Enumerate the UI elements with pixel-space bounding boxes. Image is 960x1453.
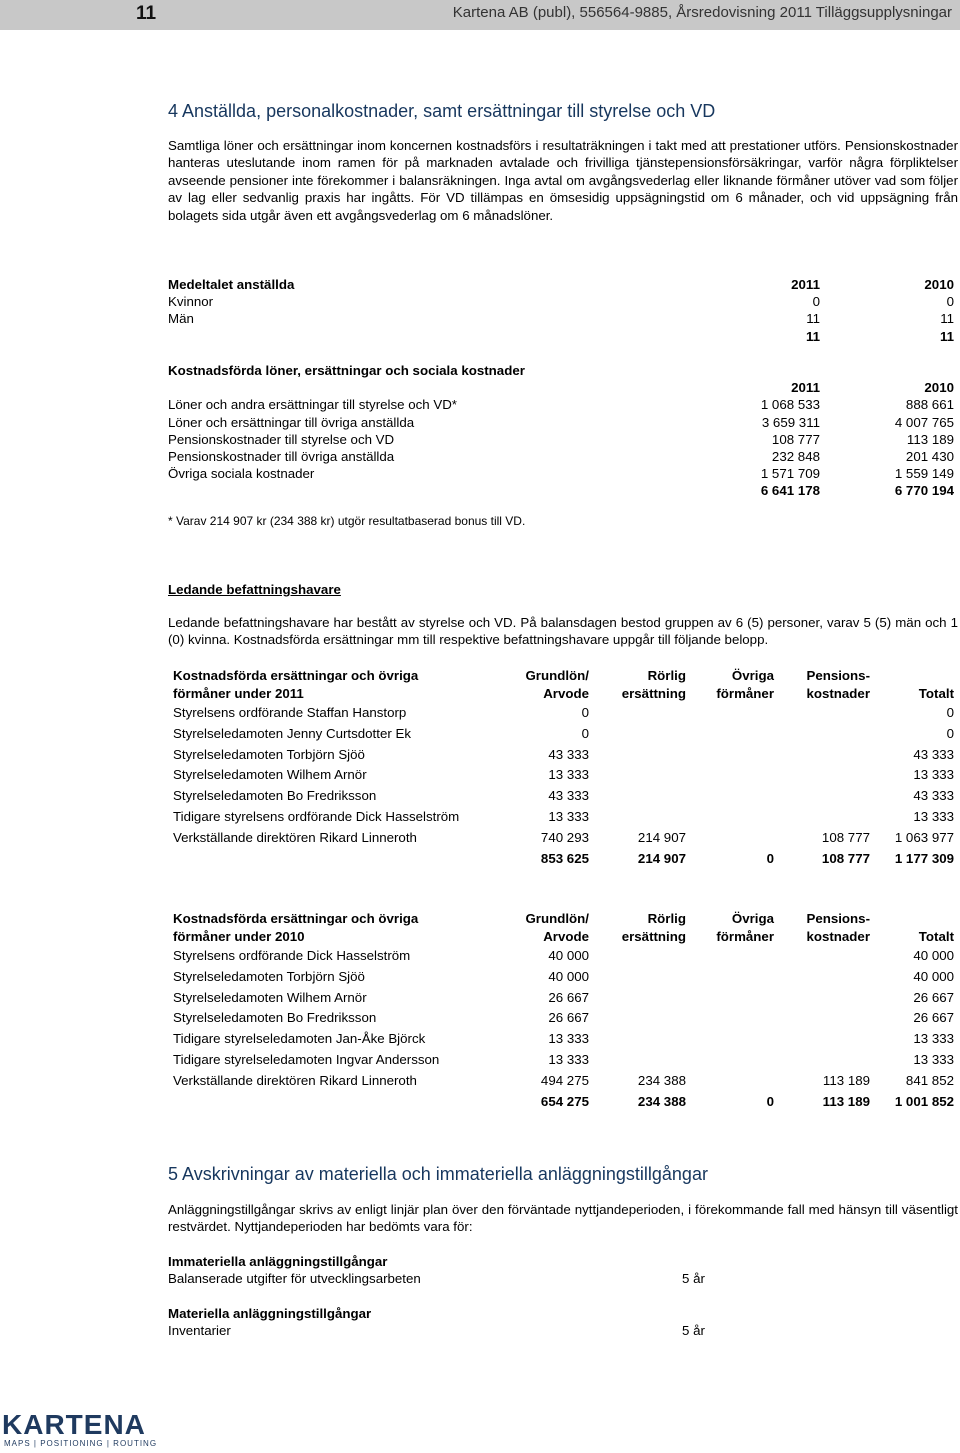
row-value: 108 777: [771, 431, 820, 447]
table-row: [173, 967, 954, 988]
cell: 13 333: [548, 808, 589, 824]
cell: 13 333: [913, 767, 954, 783]
table-row: [168, 431, 954, 448]
compensation-2011-table: [173, 667, 954, 869]
cell: [589, 1029, 686, 1050]
table-row: [173, 745, 954, 766]
row-value: 11: [940, 311, 954, 327]
cell: [686, 1050, 774, 1071]
costs-table: [168, 362, 954, 500]
cell: 0: [946, 705, 954, 720]
row-value: 1 559 149: [894, 466, 954, 482]
table-row: [168, 1270, 728, 1287]
section-4-heading: 4 Anställda, personalkostnader, samt ersättningar till styrelse och VD: [168, 101, 716, 121]
col-header: Pensions-: [806, 911, 870, 926]
cell: [686, 765, 774, 786]
cell: 40 000: [913, 968, 954, 984]
col-header: [870, 910, 954, 928]
cell: 113 189: [822, 1072, 870, 1088]
table-row: [173, 703, 954, 724]
bonus-footnote: * Varav 214 907 kr (234 388 kr) utgör resultatbaserad bonus till VD.: [168, 514, 526, 528]
tangible-title: Materiella anläggningstillgångar: [168, 1306, 372, 1321]
cell: [686, 1071, 774, 1092]
logo-tagline: MAPS | POSITIONING | ROUTING: [4, 1439, 158, 1448]
costs-title: Kostnadsförda löner, ersättningar och sociala kostnader: [168, 363, 525, 378]
cell: 40 000: [913, 948, 954, 963]
table-row: [173, 1071, 954, 1092]
cell: 26 667: [548, 1010, 589, 1026]
row-value: 11: [806, 311, 820, 327]
table-row: [168, 465, 954, 482]
cell: 13 333: [913, 808, 954, 824]
kartena-logo: [0, 1408, 180, 1453]
cell: 0: [946, 725, 954, 741]
row-label: Övriga sociala kostnader: [168, 466, 315, 482]
table-row: [173, 828, 954, 849]
total-cell: 113 189: [822, 1093, 870, 1109]
cell: [589, 1008, 686, 1029]
table-row: [173, 765, 954, 786]
comp-title-line-1: Kostnadsförda ersättningar och övriga: [173, 668, 419, 683]
row-value: 113 189: [906, 431, 954, 447]
cell: 43 333: [913, 746, 954, 762]
row-value: 201 430: [905, 449, 954, 465]
cell: 40 000: [548, 968, 589, 984]
cell: [589, 946, 686, 967]
cell: [686, 1008, 774, 1029]
cell: [774, 988, 870, 1009]
total-value: 11: [805, 328, 820, 344]
cell: [774, 745, 870, 766]
intangible-value: 5 år: [682, 1271, 705, 1286]
total-cell: 214 907: [637, 850, 686, 866]
employees-table: [168, 276, 954, 345]
cell: [774, 1029, 870, 1050]
person-name: Verkställande direktören Rikard Linneroth: [173, 829, 417, 845]
cell: 0: [581, 725, 589, 741]
table-row: [168, 1322, 728, 1339]
cell: [686, 1029, 774, 1050]
cell: [589, 745, 686, 766]
row-label: Pensionskostnader till styrelse och VD: [168, 431, 395, 447]
cell: [589, 807, 686, 828]
col-header: Arvode: [543, 929, 589, 944]
comp-title-line-2: förmåner under 2011: [173, 686, 304, 701]
col-header: ersättning: [621, 929, 686, 944]
cell: [686, 967, 774, 988]
row-value: 4 007 765: [894, 414, 954, 430]
person-name: Tidigare styrelseledamoten Ingvar Andersson: [173, 1051, 440, 1067]
row-label: Pensionskostnader till övriga anställda: [168, 449, 395, 465]
col-header: Grundlön/: [525, 911, 589, 926]
depreciation-table: [168, 1253, 728, 1339]
cell: 214 907: [637, 829, 686, 845]
section-4-paragraph: Samtliga löner och ersättningar inom koncernen kostnadsförs i resultaträkningen i takt med att prestationer utförs. Pensionskostnader hanteras uteslutande inom ramen för på marknaden avtalade och frivilliga tjänstepensionsförsäkringar, varför några förpliktelser avseende pensioner inte förekommer i balansräkningen. Inga avtal om avgångsvederlag eller liknande förmåner utöver vad som följer av lag eller sedvanlig praxis har ingåtts. För VD tillämpas en ömsesidig uppsägningstid om 6 månader, och vid uppsägning från bolagets sida utgår även ett avgångsvederlag om 6 månadslöner.: [168, 138, 958, 223]
costs-year-1: 2011: [791, 380, 820, 396]
person-name: Verkställande direktören Rikard Linneroth: [173, 1072, 417, 1088]
col-header: Övriga: [731, 668, 774, 683]
row-value: 1 068 533: [760, 397, 820, 413]
cell: [686, 724, 774, 745]
total-row: [173, 1092, 954, 1113]
cell: 43 333: [913, 788, 954, 804]
cell: 43 333: [548, 788, 589, 804]
table-row: [173, 988, 954, 1009]
executives-paragraph: Ledande befattningshavare har bestått av styrelse och VD. På balansdagen bestod gruppen av 6 (5) personer, varav 5 (5) män och 1 (0) kvinna. Kostnadsförda ersättningar mm till respektive befattningshavare uppgår till följande belopp.: [168, 615, 958, 648]
row-label: Löner och ersättningar till övriga anställda: [168, 414, 415, 430]
cell: [589, 703, 686, 724]
document-header-title: Kartena AB (publ), 556564-9885, Årsredovisning 2011 Tilläggsupplysningar: [452, 4, 952, 21]
cell: [589, 988, 686, 1009]
logo-word: KARTENA: [2, 1409, 146, 1440]
executives-heading: Ledande befattningshavare: [168, 582, 341, 597]
cell: [589, 786, 686, 807]
employees-year-2: 2010: [924, 277, 954, 292]
cell: [774, 946, 870, 967]
total-cell: 0: [766, 850, 774, 866]
costs-year-2: 2010: [924, 380, 954, 396]
person-name: Styrelseledamoten Wilhem Arnör: [173, 767, 367, 783]
total-cell: 853 625: [540, 850, 589, 866]
person-name: Styrelseledamoten Jenny Curtsdotter Ek: [173, 725, 411, 741]
cell: 40 000: [548, 948, 589, 963]
total-cell: 1 001 852: [894, 1093, 954, 1109]
col-header: Totalt: [918, 686, 954, 701]
cell: 26 667: [913, 1010, 954, 1026]
table-row: [173, 1029, 954, 1050]
cell: [686, 807, 774, 828]
row-value: 1 571 709: [760, 466, 820, 482]
intangible-item: Balanserade utgifter för utvecklingsarbeten: [168, 1271, 421, 1286]
cell: [686, 988, 774, 1009]
col-header: Övriga: [731, 911, 774, 926]
col-header: förmåner: [716, 686, 774, 701]
col-header: Pensions-: [806, 668, 870, 683]
total-row: [173, 849, 954, 870]
col-header: förmåner: [716, 929, 774, 944]
col-header: Rörlig: [647, 911, 686, 926]
row-value: 0: [946, 294, 954, 310]
person-name: Styrelseledamoten Torbjörn Sjöö: [173, 968, 365, 984]
tangible-item: Inventarier: [168, 1323, 231, 1338]
row-value: 232 848: [771, 449, 820, 465]
total-cell: 234 388: [637, 1093, 686, 1109]
person-name: Tidigare styrelseledamoten Jan-Åke Björck: [173, 1031, 426, 1047]
cell: 13 333: [548, 767, 589, 783]
table-row: [168, 448, 954, 465]
col-header: [870, 667, 954, 685]
row-label: Löner och andra ersättningar till styrelse och VD*: [168, 397, 457, 413]
table-row: [173, 724, 954, 745]
person-name: Styrelsens ordförande Dick Hasselström: [173, 948, 411, 963]
total-cell: 654 275: [540, 1093, 589, 1109]
cell: [774, 1050, 870, 1071]
cell: [686, 946, 774, 967]
cell: 13 333: [913, 1031, 954, 1047]
person-name: Styrelseledamoten Bo Fredriksson: [173, 788, 377, 804]
compensation-2010-table: [173, 910, 954, 1112]
total-cell: 1 177 309: [894, 850, 954, 866]
col-header: ersättning: [621, 686, 686, 701]
total-row: [168, 482, 954, 499]
cell: [589, 967, 686, 988]
section-5-heading: 5 Avskrivningar av materiella och immateriella anläggningstillgångar: [168, 1164, 708, 1184]
col-header: Arvode: [543, 686, 589, 701]
row-label: Män: [168, 311, 194, 327]
total-row: [168, 328, 954, 345]
cell: 13 333: [913, 1051, 954, 1067]
table-row: [168, 414, 954, 431]
cell: 13 333: [548, 1051, 589, 1067]
comp-title-line-2: förmåner under 2010: [173, 929, 305, 944]
cell: [589, 724, 686, 745]
cell: 108 777: [821, 829, 870, 845]
cell: 494 275: [540, 1072, 589, 1088]
table-row: [173, 786, 954, 807]
cell: [774, 786, 870, 807]
table-row: [168, 310, 954, 327]
row-value: 3 659 311: [761, 414, 820, 430]
cell: 0: [581, 705, 589, 720]
cell: 26 667: [548, 989, 589, 1005]
col-header: kostnader: [806, 686, 870, 701]
cell: 234 388: [637, 1072, 686, 1088]
col-header: Rörlig: [647, 668, 686, 683]
col-header: Totalt: [918, 929, 954, 944]
cell: [589, 1050, 686, 1071]
person-name: Styrelsens ordförande Staffan Hanstorp: [173, 705, 407, 720]
cell: 43 333: [548, 746, 589, 762]
person-name: Styrelseledamoten Bo Fredriksson: [173, 1010, 377, 1026]
table-row: [168, 396, 954, 413]
cell: [686, 786, 774, 807]
page-number: 11: [136, 3, 157, 24]
table-row: [173, 1008, 954, 1029]
table-row: [168, 293, 954, 310]
cell: [774, 1008, 870, 1029]
cell: 26 667: [913, 989, 954, 1005]
cell: [589, 765, 686, 786]
cell: 1 063 977: [894, 829, 954, 845]
cell: [774, 703, 870, 724]
row-value: 888 661: [905, 397, 954, 413]
cell: [774, 807, 870, 828]
logo-graphic: [0, 1408, 180, 1448]
cell: [686, 703, 774, 724]
cell: 740 293: [540, 829, 589, 845]
tangible-value: 5 år: [682, 1323, 705, 1338]
total-cell: 0: [766, 1093, 774, 1109]
table-row: [173, 807, 954, 828]
cell: [774, 724, 870, 745]
section-5-paragraph: Anläggningstillgångar skrivs av enligt linjär plan över den förväntade nyttjandeperioden, i förekommande fall med hänsyn till väsentligt restvärdet. Nyttjandeperioden har bedömts vara för:: [168, 1202, 958, 1235]
cell: [774, 967, 870, 988]
col-header: Grundlön/: [525, 668, 589, 683]
total-value: 6 770 194: [894, 483, 954, 499]
cell: 13 333: [548, 1031, 589, 1047]
comp-title-line-1: Kostnadsförda ersättningar och övriga: [173, 911, 419, 926]
col-header: kostnader: [806, 929, 870, 944]
intangible-title: Immateriella anläggningstillgångar: [168, 1254, 388, 1269]
person-name: Styrelseledamoten Torbjörn Sjöö: [173, 746, 365, 762]
employees-year-1: 2011: [791, 277, 820, 292]
table-row: [173, 1050, 954, 1071]
cell: [774, 765, 870, 786]
person-name: Tidigare styrelsens ordförande Dick Hasselström: [173, 808, 460, 824]
cell: 841 852: [905, 1072, 954, 1088]
person-name: Styrelseledamoten Wilhem Arnör: [173, 989, 367, 1005]
total-value: 11: [939, 328, 954, 344]
cell: [686, 828, 774, 849]
row-value: 0: [812, 294, 820, 310]
employees-title: Medeltalet anställda: [168, 277, 295, 292]
total-value: 6 641 178: [760, 483, 820, 499]
total-cell: 108 777: [821, 850, 870, 866]
cell: [686, 745, 774, 766]
row-label: Kvinnor: [168, 294, 214, 310]
table-row: [173, 946, 954, 967]
